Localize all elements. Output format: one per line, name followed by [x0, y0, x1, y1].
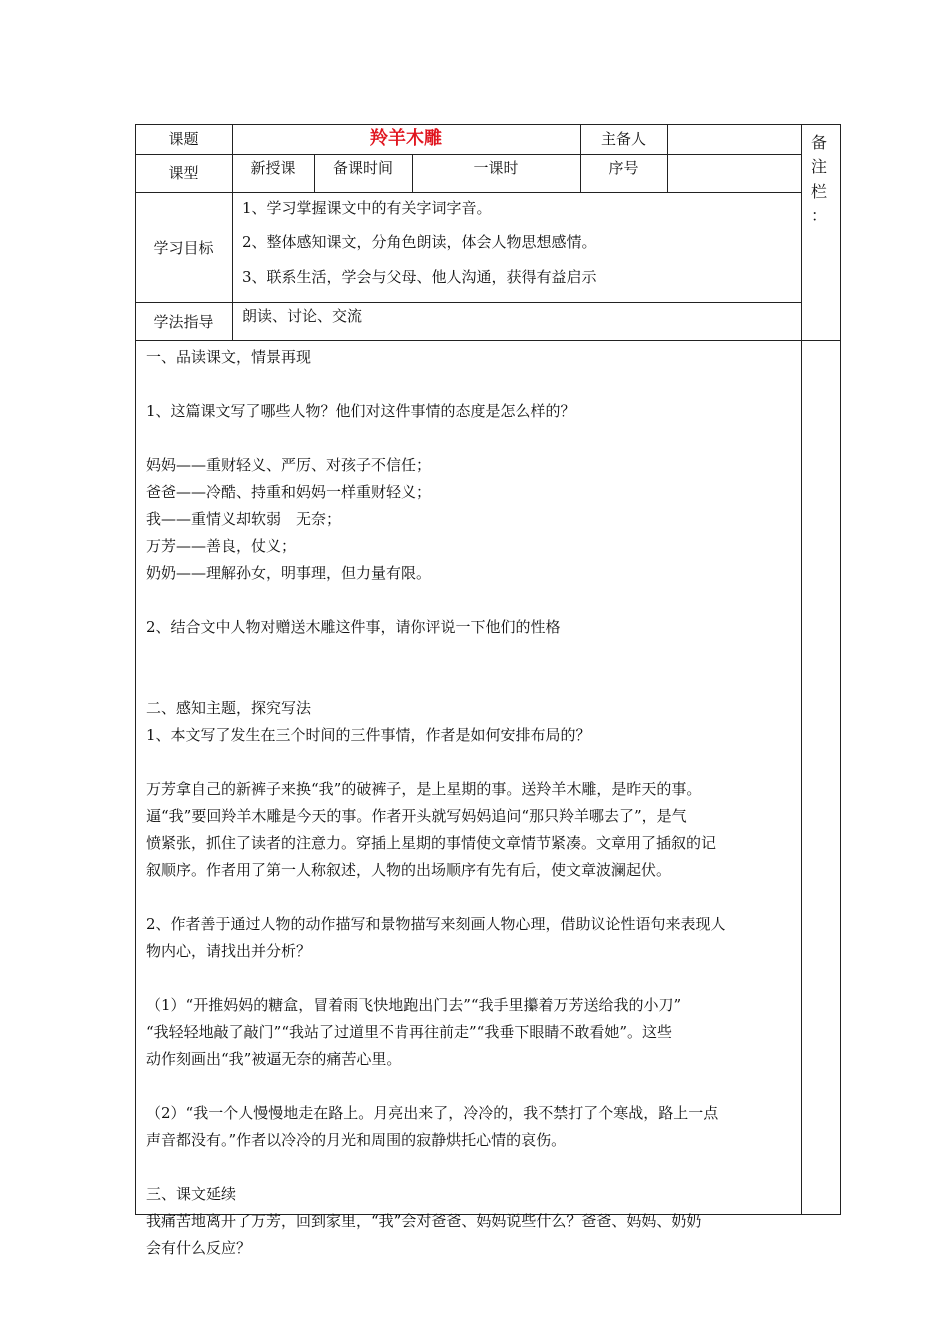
- answer-line: （1）“开推妈妈的糖盒，冒着雨飞快地跑出门去”“我手里攥着万芳送给我的小刀”: [146, 996, 682, 1014]
- section-title: 三、课文延续: [146, 1185, 237, 1203]
- goal-item: 2、整体感知课文，分角色朗读，体会人物思想感情。: [242, 233, 597, 251]
- answer-line: 万芳拿自己的新裤子来换“我”的破裤子，是上星期的事。送羚羊木雕，是昨天的事。: [146, 780, 702, 798]
- table-border: [135, 302, 801, 303]
- preparer-label: 主备人: [600, 130, 646, 148]
- question: 我痛苦地离开了万芳，回到家里，“我”会对爸爸、妈妈说些什么？爸爸、妈妈、奶奶: [146, 1212, 702, 1230]
- method-value: 朗读、讨论、交流: [242, 307, 363, 325]
- table-border: [667, 124, 668, 193]
- table-border: [135, 192, 801, 193]
- goal-item: 3、联系生活，学会与父母、他人沟通，获得有益启示: [242, 268, 597, 286]
- question: 1、这篇课文写了哪些人物？他们对这件事情的态度是怎么样的？: [146, 402, 576, 420]
- lesson-content: [146, 344, 796, 1262]
- notes-column-char: 注: [810, 157, 827, 176]
- answer-line: 万芳——善良，仗义；: [146, 537, 297, 555]
- notes-column-char: ：: [810, 206, 827, 225]
- table-border: [840, 124, 841, 1215]
- answer-line: 动作刻画出“我”被逼无奈的痛苦心里。: [146, 1050, 402, 1068]
- notes-column-char: 备: [810, 133, 827, 152]
- question: 1、本文写了发生在三个时间的三件事情，作者是如何安排布局的？: [146, 726, 591, 744]
- answer-line: 愤紧张，抓住了读者的注意力。穿插上星期的事情使文章情节紧凑。文章用了插叙的记: [146, 834, 717, 852]
- goals-label: 学习目标: [153, 239, 214, 257]
- goal-item: 1、学习掌握课文中的有关字词字音。: [242, 199, 492, 217]
- table-border: [232, 124, 233, 341]
- answer-line: 爸爸——冷酷、持重和妈妈一样重财轻义；: [146, 483, 432, 501]
- table-border: [135, 124, 136, 1215]
- answer-line: 声音都没有。”作者以冷冷的月光和周围的寂静烘托心情的哀伤。: [146, 1131, 567, 1149]
- answer-line: 叙顺序。作者用了第一人称叙述，人物的出场顺序有先有后，使文章波澜起伏。: [146, 861, 672, 879]
- type-label: 课型: [168, 164, 199, 182]
- section-title: 一、品读课文，情景再现: [146, 348, 312, 366]
- answer-line: 奶奶——理解孙女，明事理，但力量有限。: [146, 564, 432, 582]
- answer-line: 妈妈——重财轻义、严厉、对孩子不信任；: [146, 456, 432, 474]
- table-border: [801, 124, 802, 1215]
- table-border: [135, 340, 841, 341]
- subject-label: 课题: [168, 130, 199, 148]
- type-value: 新授课: [250, 159, 296, 177]
- time-value: 一课时: [473, 159, 519, 177]
- answer-line: （2）“我一个人慢慢地走在路上。月亮出来了，冷冷的，我不禁打了个寒战，路上一点: [146, 1104, 719, 1122]
- answer-line: 我——重情义却软弱 无奈；: [146, 510, 342, 528]
- serial-label: 序号: [608, 159, 639, 177]
- time-label: 备课时间: [332, 159, 393, 177]
- lesson-title: 羚羊木雕: [370, 128, 442, 149]
- notes-column-char: 栏: [810, 182, 827, 201]
- answer-line: “我轻轻地敲了敲门”“我站了过道里不肯再往前走”“我垂下眼睛不敢看她”。这些: [146, 1023, 673, 1041]
- question: 2、作者善于通过人物的动作描写和景物描写来刻画人物心理，借助议论性语句来表现人: [146, 915, 726, 933]
- question: 物内心，请找出并分析？: [146, 942, 312, 960]
- method-label: 学法指导: [153, 313, 214, 331]
- question: 2、结合文中人物对赠送木雕这件事，请你评说一下他们的性格: [146, 618, 561, 636]
- section-title: 二、感知主题，探究写法: [146, 699, 312, 717]
- table-border: [135, 154, 801, 155]
- question: 会有什么反应？: [146, 1239, 252, 1257]
- table-border: [135, 124, 841, 125]
- answer-line: 逼“我”要回羚羊木雕是今天的事。作者开头就写妈妈追问“那只羚羊哪去了”，是气: [146, 807, 687, 825]
